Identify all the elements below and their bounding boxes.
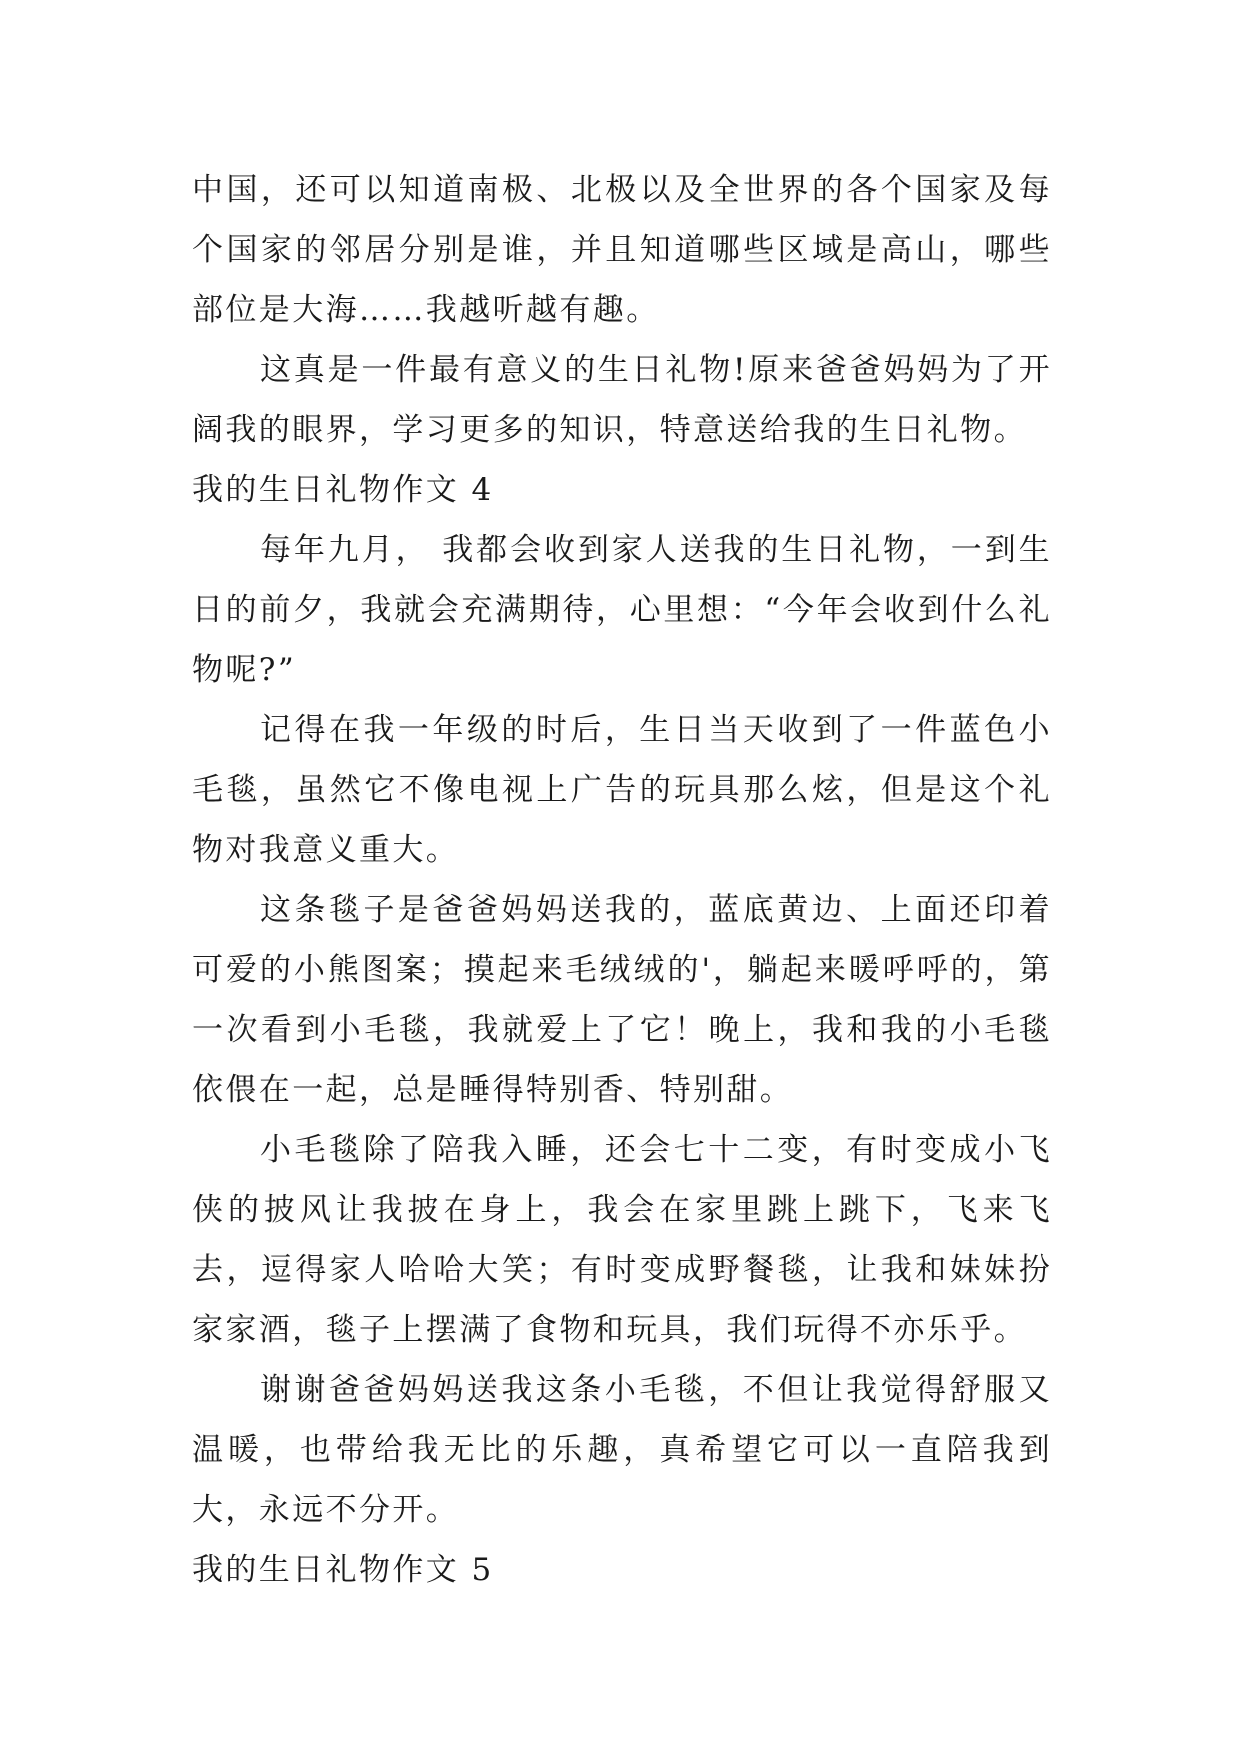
paragraph: 这条毯子是爸爸妈妈送我的，蓝底黄边、上面还印着可爱的小熊图案；摸起来毛绒绒的'，躺起来暖呼呼的，第一次看到小毛毯，我就爱上了它！晚上，我和我的小毛毯依偎在一起，总是睡得特别香、特别甜。 [192, 892, 1052, 1108]
section-heading: 我的生日礼物作文 5 [192, 1552, 494, 1588]
paragraph: 这真是一件最有意义的生日礼物!原来爸爸妈妈为了开阔我的眼界，学习更多的知识，特意送给我的生日礼物。 [192, 352, 1052, 448]
paragraph: 每年九月， 我都会收到家人送我的生日礼物，一到生日的前夕，我就会充满期待，心里想：“今年会收到什么礼物呢?” [192, 532, 1052, 688]
paragraph-continuation: 中国，还可以知道南极、北极以及全世界的各个国家及每个国家的邻居分别是谁，并且知道哪些区域是高山，哪些部位是大海……我越听越有趣。 [192, 172, 1052, 328]
document-body [192, 160, 1052, 1600]
paragraph: 小毛毯除了陪我入睡，还会七十二变，有时变成小飞侠的披风让我披在身上，我会在家里跳上跳下，飞来飞去，逗得家人哈哈大笑；有时变成野餐毯，让我和妹妹扮家家酒，毯子上摆满了食物和玩具，我们玩得不亦乐乎。 [192, 1132, 1052, 1348]
paragraph: 谢谢爸爸妈妈送我这条小毛毯，不但让我觉得舒服又温暖，也带给我无比的乐趣，真希望它可以一直陪我到大，永远不分开。 [192, 1372, 1052, 1528]
section-heading: 我的生日礼物作文 4 [192, 472, 494, 508]
paragraph: 记得在我一年级的时后，生日当天收到了一件蓝色小毛毯，虽然它不像电视上广告的玩具那么炫，但是这个礼物对我意义重大。 [192, 712, 1052, 868]
